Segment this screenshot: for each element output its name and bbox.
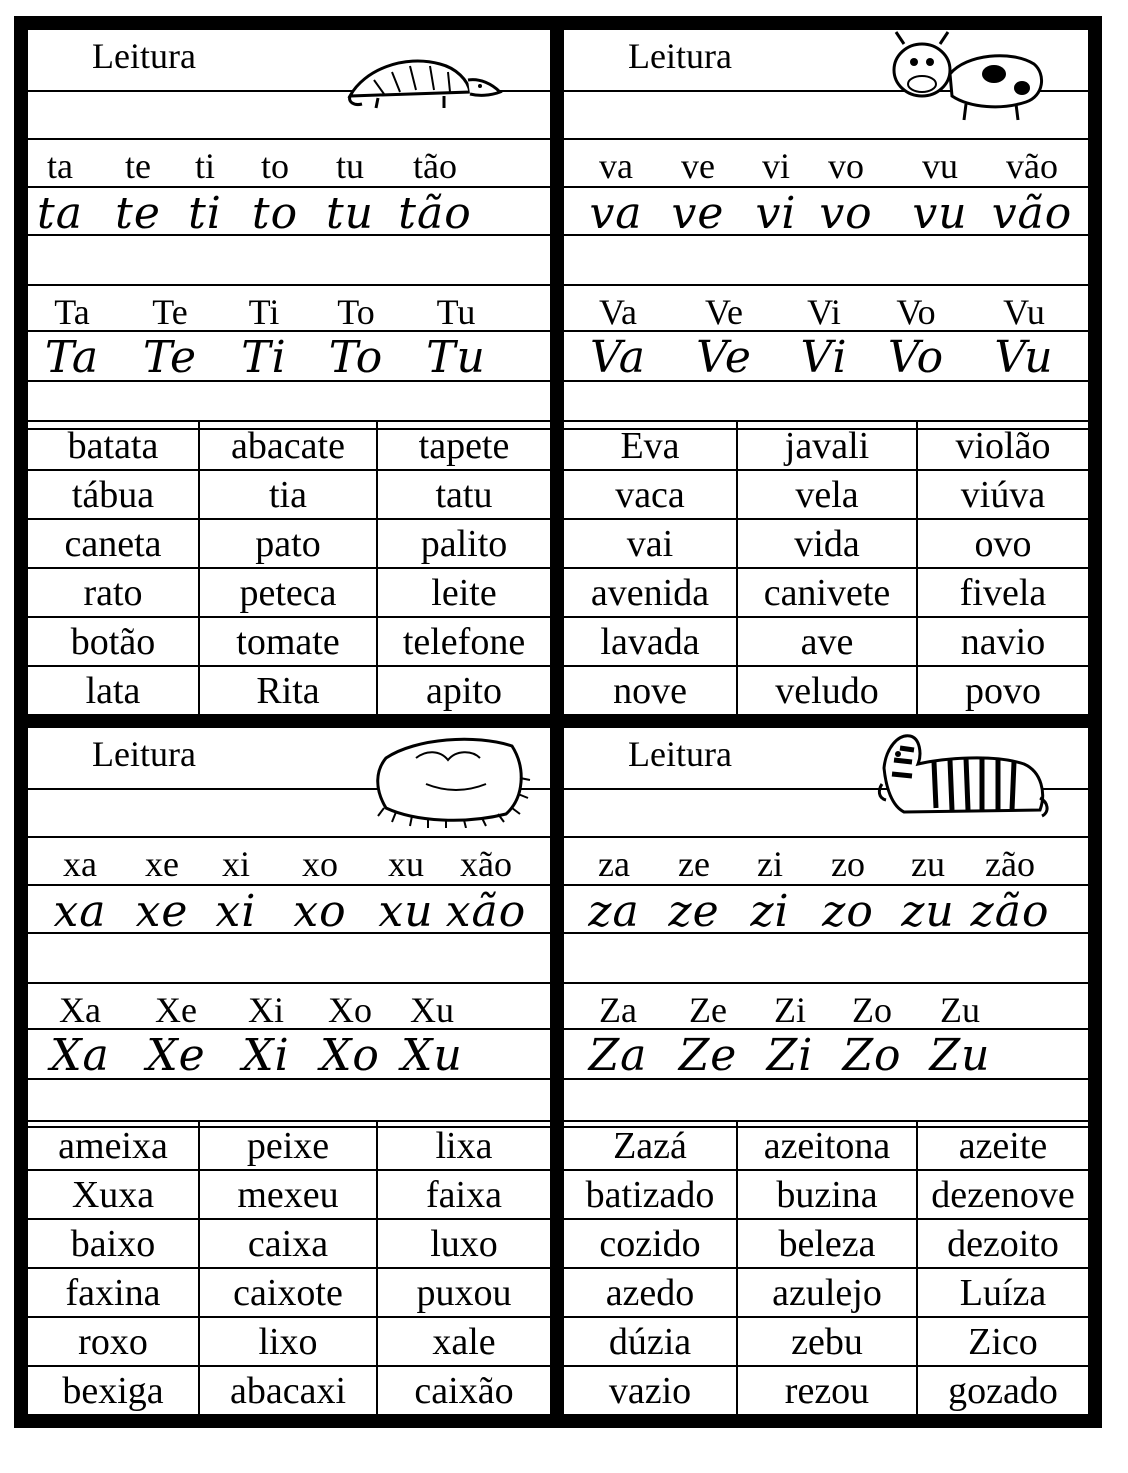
word-cell: vida xyxy=(736,520,916,567)
word-cell: dezenove xyxy=(916,1171,1088,1218)
word-cell: Zico xyxy=(916,1318,1088,1365)
word-cell: mexeu xyxy=(198,1171,376,1218)
cushion-illustration xyxy=(356,728,536,833)
word-cell: roxo xyxy=(78,1320,148,1363)
word-table-row xyxy=(564,1316,1088,1365)
syllable-uppercase: Tu xyxy=(436,292,476,332)
word-cell: caixão xyxy=(376,1367,550,1414)
ruled-line xyxy=(28,836,550,838)
word-cell: caneta xyxy=(64,522,162,565)
cursive-syllable-lowercase: tu xyxy=(325,188,375,239)
word-table xyxy=(28,1120,550,1414)
syllable-uppercase: Xa xyxy=(59,990,101,1030)
syllable-uppercase: To xyxy=(337,292,375,332)
cursive-syllable-lowercase: to xyxy=(251,188,299,239)
cursive-syllable-uppercase: To xyxy=(328,332,384,383)
word-table-row xyxy=(28,616,550,665)
syllable-lowercase: ze xyxy=(678,844,710,884)
word-table-row xyxy=(28,1218,550,1267)
word-cell: tábua xyxy=(71,473,155,516)
word-table-row xyxy=(28,420,550,469)
syllable-uppercase: Ze xyxy=(689,990,727,1030)
word-cell: nove xyxy=(613,669,687,712)
syllable-uppercase: Ta xyxy=(54,292,90,332)
syllable-uppercase: Vo xyxy=(896,292,936,332)
cursive-syllable-lowercase: xe xyxy=(135,886,189,937)
syllable-lowercase: xe xyxy=(145,844,179,884)
word-cell: azulejo xyxy=(736,1269,916,1316)
ruled-line xyxy=(28,982,550,984)
word-cell: batata xyxy=(67,424,159,467)
word-cell: Zazá xyxy=(613,1124,687,1167)
word-table-row xyxy=(564,616,1088,665)
cursive-syllable-uppercase: Ve xyxy=(696,332,752,383)
word-table-row xyxy=(28,469,550,518)
syllable-lowercase: te xyxy=(125,146,151,186)
word-cell: Xuxa xyxy=(71,1173,155,1216)
cursive-syllable-uppercase: Zo xyxy=(842,1030,902,1081)
word-table-row xyxy=(28,1169,550,1218)
cursive-syllable-lowercase: ta xyxy=(37,188,83,239)
syllable-lowercase: xo xyxy=(302,844,338,884)
syllable-uppercase: Ve xyxy=(705,292,743,332)
word-cell: dúzia xyxy=(608,1320,692,1363)
word-cell: luxo xyxy=(376,1220,550,1267)
word-cell: abacaxi xyxy=(198,1367,376,1414)
word-cell: tia xyxy=(198,471,376,518)
syllable-lowercase: zo xyxy=(831,844,865,884)
syllable-lowercase: vão xyxy=(1006,146,1058,186)
word-cell: lavada xyxy=(600,620,700,663)
word-table-row xyxy=(28,567,550,616)
word-cell: xale xyxy=(376,1318,550,1365)
cursive-syllable-lowercase: xu xyxy=(378,886,434,937)
word-cell: caixote xyxy=(198,1269,376,1316)
syllable-uppercase: Te xyxy=(152,292,188,332)
word-table-row xyxy=(564,567,1088,616)
cursive-syllable-lowercase: zão xyxy=(970,886,1050,937)
zebra-illustration xyxy=(864,728,1054,829)
ruled-line xyxy=(28,284,550,286)
word-table xyxy=(564,420,1088,714)
cursive-syllable-uppercase: Te xyxy=(143,332,197,383)
word-cell: povo xyxy=(916,667,1088,714)
word-cell: navio xyxy=(916,618,1088,665)
cursive-syllable-uppercase: Ze xyxy=(678,1030,738,1081)
cursive-syllable-uppercase: Vo xyxy=(887,332,945,383)
syllable-uppercase: Xu xyxy=(410,990,454,1030)
word-table-row xyxy=(564,1218,1088,1267)
syllable-uppercase: Vu xyxy=(1003,292,1045,332)
cursive-syllable-lowercase: tão xyxy=(398,188,472,239)
word-cell: telefone xyxy=(376,618,550,665)
word-cell: cozido xyxy=(599,1222,701,1265)
word-cell: veludo xyxy=(736,667,916,714)
cursive-syllable-uppercase: Ti xyxy=(241,332,287,383)
word-cell: azeite xyxy=(916,1122,1088,1169)
cursive-syllable-uppercase: Xe xyxy=(146,1030,206,1081)
word-cell: vaca xyxy=(615,473,685,516)
word-cell: Luíza xyxy=(916,1269,1088,1316)
word-cell: puxou xyxy=(376,1269,550,1316)
word-cell: tomate xyxy=(198,618,376,665)
cursive-syllable-uppercase: Ta xyxy=(44,332,100,383)
syllable-lowercase: za xyxy=(598,844,630,884)
armadillo-illustration xyxy=(344,50,504,117)
word-cell: faixa xyxy=(376,1171,550,1218)
word-cell: pato xyxy=(198,520,376,567)
word-cell: zebu xyxy=(736,1318,916,1365)
word-cell: azeitona xyxy=(736,1122,916,1169)
word-cell: peixe xyxy=(198,1122,376,1169)
syllable-lowercase: ti xyxy=(194,146,216,186)
ruled-line xyxy=(28,138,550,140)
cursive-syllable-lowercase: xa xyxy=(53,886,107,937)
cursive-syllable-lowercase: va xyxy=(589,188,643,239)
reading-panel-x xyxy=(28,728,550,1414)
cursive-syllable-lowercase: vão xyxy=(991,188,1073,239)
word-cell: ovo xyxy=(916,520,1088,567)
cow-illustration xyxy=(886,30,1046,127)
word-cell: caixa xyxy=(198,1220,376,1267)
word-cell: abacate xyxy=(198,422,376,469)
word-cell: lixo xyxy=(198,1318,376,1365)
word-cell: vazio xyxy=(608,1369,692,1412)
cursive-syllable-lowercase: xão xyxy=(445,886,527,937)
word-cell: ave xyxy=(736,618,916,665)
word-cell: buzina xyxy=(736,1171,916,1218)
syllable-lowercase: xu xyxy=(388,844,424,884)
syllable-lowercase: to xyxy=(260,146,290,186)
syllable-uppercase: Zi xyxy=(774,990,806,1030)
word-table-row xyxy=(28,1316,550,1365)
word-table-row xyxy=(28,665,550,714)
panel-title: Leitura xyxy=(628,36,732,76)
syllable-lowercase: xi xyxy=(221,844,251,884)
syllable-lowercase: zão xyxy=(985,844,1035,884)
syllable-lowercase: tu xyxy=(335,146,365,186)
cursive-syllable-uppercase: Tu xyxy=(426,332,486,383)
syllable-lowercase: ta xyxy=(47,146,73,186)
reading-panel-t xyxy=(28,30,550,714)
syllable-uppercase: Zu xyxy=(940,990,980,1030)
word-cell: palito xyxy=(376,520,550,567)
syllable-uppercase: Xi xyxy=(248,990,284,1030)
word-cell: ameixa xyxy=(58,1124,168,1167)
syllable-lowercase: ve xyxy=(681,146,715,186)
word-cell: dezoito xyxy=(916,1220,1088,1267)
word-cell: tatu xyxy=(376,471,550,518)
cursive-syllable-lowercase: xi xyxy=(215,886,257,937)
ruled-line xyxy=(564,836,1088,838)
cursive-syllable-uppercase: Xi xyxy=(242,1030,290,1081)
word-table-row xyxy=(28,1267,550,1316)
word-table xyxy=(564,1120,1088,1414)
word-cell: baixo xyxy=(70,1222,156,1265)
word-cell: peteca xyxy=(198,569,376,616)
cursive-syllable-lowercase: ve xyxy=(671,188,725,239)
syllable-uppercase: Zo xyxy=(852,990,892,1030)
cursive-syllable-lowercase: zi xyxy=(750,886,790,937)
word-cell: apito xyxy=(376,667,550,714)
word-cell: viúva xyxy=(916,471,1088,518)
word-cell: faxina xyxy=(65,1271,161,1314)
word-cell: rato xyxy=(83,571,143,614)
cursive-syllable-lowercase: za xyxy=(588,886,640,937)
word-cell: beleza xyxy=(736,1220,916,1267)
ruled-line xyxy=(564,138,1088,140)
reading-panel-z xyxy=(564,728,1088,1414)
word-cell: lixa xyxy=(376,1122,550,1169)
word-cell: batizado xyxy=(585,1173,715,1216)
word-cell: botão xyxy=(70,620,156,663)
syllable-lowercase: vu xyxy=(922,146,958,186)
word-cell: vela xyxy=(736,471,916,518)
word-cell: Eva xyxy=(620,424,680,467)
cursive-syllable-lowercase: te xyxy=(115,188,161,239)
syllable-lowercase: vi xyxy=(761,146,791,186)
worksheet xyxy=(14,16,1102,1428)
word-table-row xyxy=(564,1365,1088,1414)
word-table-row xyxy=(564,665,1088,714)
word-table-row xyxy=(28,518,550,567)
word-cell: fivela xyxy=(916,569,1088,616)
word-table-row xyxy=(564,420,1088,469)
cursive-syllable-uppercase: Xu xyxy=(401,1030,463,1081)
word-cell: tapete xyxy=(376,422,550,469)
syllable-uppercase: Va xyxy=(599,292,637,332)
word-cell: lata xyxy=(85,669,141,712)
cursive-syllable-uppercase: Xa xyxy=(50,1030,110,1081)
cursive-syllable-lowercase: xo xyxy=(293,886,347,937)
ruled-line xyxy=(564,284,1088,286)
syllable-lowercase: xão xyxy=(460,844,512,884)
cursive-syllable-uppercase: Vi xyxy=(800,332,848,383)
word-cell: rezou xyxy=(736,1367,916,1414)
cursive-syllable-uppercase: Za xyxy=(588,1030,648,1081)
word-cell: vai xyxy=(626,522,674,565)
panel-title: Leitura xyxy=(92,734,196,774)
word-table-row xyxy=(564,518,1088,567)
word-cell: bexiga xyxy=(62,1369,164,1412)
ruled-line xyxy=(564,982,1088,984)
syllable-uppercase: Xo xyxy=(328,990,372,1030)
cursive-syllable-uppercase: Xo xyxy=(320,1030,380,1081)
word-cell: violão xyxy=(916,422,1088,469)
word-cell: avenida xyxy=(590,571,710,614)
syllable-uppercase: Xe xyxy=(155,990,197,1030)
cursive-syllable-uppercase: Zu xyxy=(929,1030,991,1081)
word-cell: gozado xyxy=(916,1367,1088,1414)
syllable-lowercase: zi xyxy=(757,844,783,884)
syllable-lowercase: va xyxy=(599,146,633,186)
word-cell: leite xyxy=(376,569,550,616)
cursive-syllable-lowercase: zo xyxy=(822,886,874,937)
word-cell: azedo xyxy=(605,1271,695,1314)
word-table-row xyxy=(564,1169,1088,1218)
cursive-syllable-lowercase: vi xyxy=(755,188,797,239)
syllable-uppercase: Za xyxy=(599,990,637,1030)
word-cell: javali xyxy=(736,422,916,469)
word-cell: canivete xyxy=(736,569,916,616)
word-table-row xyxy=(28,1120,550,1169)
cursive-syllable-lowercase: zu xyxy=(901,886,955,937)
word-table-row xyxy=(564,1120,1088,1169)
cursive-syllable-lowercase: ze xyxy=(668,886,720,937)
syllable-lowercase: vo xyxy=(828,146,864,186)
word-table xyxy=(28,420,550,714)
cursive-syllable-uppercase: Zi xyxy=(766,1030,814,1081)
cursive-syllable-uppercase: Vu xyxy=(994,332,1054,383)
syllable-lowercase: zu xyxy=(911,844,945,884)
word-cell: Rita xyxy=(198,667,376,714)
cursive-syllable-lowercase: vo xyxy=(819,188,873,239)
cursive-syllable-uppercase: Va xyxy=(590,332,646,383)
panel-title: Leitura xyxy=(92,36,196,76)
word-table-row xyxy=(28,1365,550,1414)
cursive-syllable-lowercase: ti xyxy=(188,188,222,239)
word-table-row xyxy=(564,469,1088,518)
word-table-row xyxy=(564,1267,1088,1316)
cursive-syllable-lowercase: vu xyxy=(912,188,968,239)
syllable-uppercase: Ti xyxy=(248,292,280,332)
syllable-uppercase: Vi xyxy=(807,292,841,332)
panel-title: Leitura xyxy=(628,734,732,774)
syllable-lowercase: tão xyxy=(413,146,457,186)
reading-panel-v xyxy=(564,30,1088,714)
syllable-lowercase: xa xyxy=(63,844,97,884)
